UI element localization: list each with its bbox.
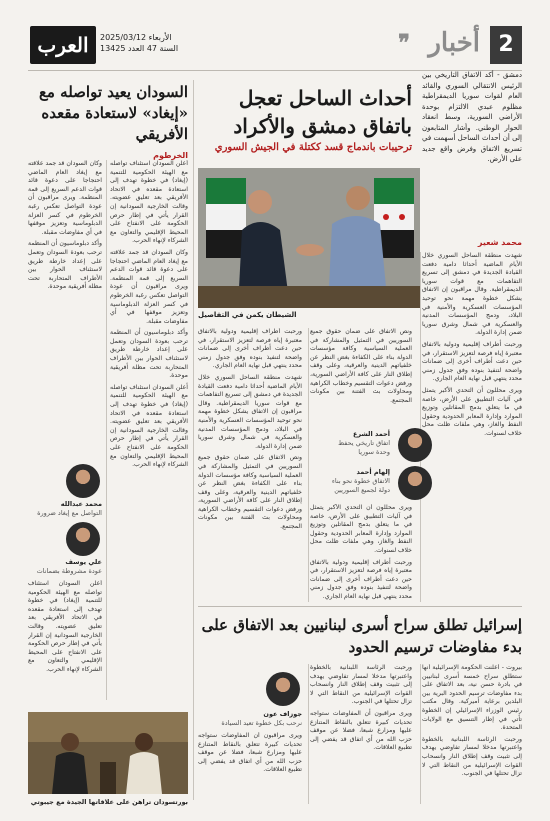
person-portrait bbox=[66, 464, 100, 498]
column-divider bbox=[308, 328, 309, 602]
paragraph: ويرى مراقبون أن المفاوضات ستواجه تحديات كبيرة تتعلق بالنقاط المتنازع عليها ومزارع شبعا، فضلا عن موقف حزب الله من أي اتفاق قد يفضي إلى تطبيع العلاقات. bbox=[310, 709, 412, 752]
section-name: أخبار bbox=[428, 28, 480, 58]
paragraph: ورحبت الرئاسة اللبنانية بالخطوة واعتبرتها مدخلا لمسار تفاوضي يهدف إلى تثبيت وقف إطلاق النار وانسحاب القوات الإسرائيلية من النقاط التي لا تزال تحتلها في الجنوب. bbox=[422, 735, 522, 778]
person-portrait bbox=[398, 428, 432, 462]
main-subheadline: ترحيبات باندماج قسد ككتلة في الجيش السوري bbox=[214, 142, 412, 153]
newspaper-logo: العرب bbox=[30, 26, 96, 64]
main-body-col-1 bbox=[422, 252, 522, 602]
section-number: 2 bbox=[490, 26, 522, 64]
main-headline: أحداث الساحل تعجل باتفاق دمشق والأكراد bbox=[233, 86, 412, 138]
date-line: الأربعاء 2025/03/12 bbox=[100, 33, 172, 42]
column-divider bbox=[308, 664, 309, 804]
person-caption: أحمد الشرع اتفاق تاريخي يحفظ وحدة سوريا bbox=[338, 430, 390, 456]
person-portrait bbox=[266, 672, 300, 706]
paragraph: أعلن السودان استئناف تواصله مع الهيئة الحكومية للتنمية (إيغاد) في خطوة تهدف إلى استعادة مقعده في الاتحاد الأفريقي بعد تعليق عضويته. وقالت الخارجية السودانية إن القرار يأتي في إطار حرص الحكومة على الانفتاح على المحيط الإقليمي والتعاون مع الشركاء لإنهاء الحرب. bbox=[28, 580, 102, 673]
paragraph: شهدت منطقة الساحل السوري خلال الأيام الماضية أحداثا دامية دفعت القيادة الجديدة في دمشق إلى تسريع التفاهمات مع قوات سوريا الديمقراطية. وقال مراقبون إن الاتفاق يشكل خطوة مهمة نحو توحيد المؤسسات العسكرية والأمنية في البلاد، ودمج المؤسسات المدنية والعسكرية في شمال وشرق سوريا ضمن إدارة الدولة. bbox=[422, 252, 522, 337]
column-divider bbox=[193, 80, 194, 800]
paragraph: ورحبت أطراف إقليمية ودولية بالاتفاق معتبرة إياه فرصة لتعزيز الاستقرار، في حين دعت أطراف أخرى إلى ضمانات واضحة لتنفيذ بنوده وفق جدول زمني محدد ينتهي قبل نهاية العام الجاري. bbox=[422, 340, 522, 383]
main-body-col-2b bbox=[310, 504, 412, 602]
lede-text: دمشق - أكد الاتفاق التاريخي بين الرئيس الانتقالي السوري والقائد العام لقوات سوريا الديمقراطية مظلوم عبدي الالتزام بوحدة الأراضي السورية، وسط انعقاد الحوار الوطني. وأشار المتابعون إلى أن أحداث الساحل أسهمت في تسريع الاتفاق وفرض واقع جديد على الأرض. bbox=[422, 71, 522, 163]
left-body-col-1 bbox=[110, 160, 188, 700]
paragraph: أعلن السودان استئناف تواصله مع الهيئة الحكومية للتنمية (إيغاد) في خطوة تهدف إلى استعادة مقعده في الاتحاد الأفريقي بعد تعليق عضويته. وقالت الخارجية السودانية إن القرار يأتي في إطار حرص الحكومة على الانفتاح على المحيط الإقليمي والتعاون مع الشركاء لإنهاء الحرب. bbox=[110, 383, 188, 469]
paragraph: وكان السودان قد جمد علاقته مع إيغاد العام الماضي احتجاجا على دعوة قائد قوات الدعم السريع إلى قمة المنظمة. ويرى مراقبون أن عودة التواصل تعكس رغبة الخرطوم في كسر العزلة الدبلوماسية وتعزيز موقفها في أي مفاوضات مقبلة. bbox=[28, 160, 102, 236]
left-story bbox=[28, 82, 188, 160]
photo-caption: الشيطان يكمن في التفاصيل bbox=[198, 311, 297, 319]
quote-icon: ❞ bbox=[398, 30, 410, 56]
paragraph: ويرى محللون أن التحدي الأكبر يتمثل في آليات التطبيق على الأرض، خاصة في ما يتعلق بدمج المقاتلين وتوزيع الموارد وإدارة المعابر الحدودية وحقول النفط والغاز، وهي ملفات ظلت محل خلاف لسنوات. bbox=[422, 386, 522, 437]
left-body-col-2 bbox=[28, 160, 102, 460]
person-caption: جوزاف عون نرحب بكل خطوة تعيد السيادة bbox=[221, 710, 302, 727]
author-name: محمد شعير bbox=[477, 238, 522, 247]
bottom-left-photo bbox=[28, 712, 188, 794]
bottom-body-col-2 bbox=[310, 664, 412, 804]
main-body-col-2 bbox=[310, 328, 412, 420]
person-caption: إلهام أحمد الاتفاق خطوة نحو بناء دولة لجميع السوريين bbox=[331, 468, 390, 494]
paragraph: ونص الاتفاق على ضمان حقوق جميع السوريين في التمثيل والمشاركة في العملية السياسية وكافة مؤسسات الدولة بناء على الكفاءة بغض النظر عن خلفياتهم الدينية والعرقية، وعلى وقف إطلاق النار على كافة الأراضي السورية، ورفض دعوات التقسيم وخطاب الكراهية ومحاولات بث الفتنة بين مكونات المجتمع. bbox=[310, 328, 412, 404]
paragraph: أعلن السودان استئناف تواصله مع الهيئة الحكومية للتنمية (إيغاد) في خطوة تهدف إلى استعادة مقعده في الاتحاد الأفريقي بعد تعليق عضويته. وقالت الخارجية السودانية إن القرار يأتي في إطار حرص الحكومة على الانفتاح على المحيط الإقليمي والتعاون مع الشركاء لإنهاء الحرب. bbox=[110, 160, 188, 245]
bottom-headline: إسرائيل تطلق سراح أسرى لبنانيين بعد الاتفاق على بدء مفاوضات ترسيم الحدود bbox=[201, 616, 522, 656]
main-photo bbox=[198, 168, 420, 308]
paragraph: ورحبت أطراف إقليمية ودولية بالاتفاق معتبرة إياه فرصة لتعزيز الاستقرار، في حين دعت أطراف أخرى إلى ضمانات واضحة لتنفيذ بنوده وفق جدول زمني محدد ينتهي قبل نهاية العام الجاري. bbox=[198, 328, 302, 370]
left-body-col-2b bbox=[28, 580, 102, 704]
paragraph: ونص الاتفاق على ضمان حقوق جميع السوريين في التمثيل والمشاركة في العملية السياسية وكافة مؤسسات الدولة بناء على الكفاءة بغض النظر عن خلفياتهم الدينية والعرقية، وعلى وقف إطلاق النار على كافة الأراضي السورية، ورفض دعوات التقسيم وخطاب الكراهية ومحاولات بث الفتنة بين مكونات المجتمع. bbox=[198, 454, 302, 531]
paragraph: ويرى مراقبون أن المفاوضات ستواجه تحديات كبيرة تتعلق بالنقاط المتنازع عليها ومزارع شبعا، فضلا عن موقف حزب الله من أي اتفاق قد يفضي إلى تطبيع العلاقات. bbox=[198, 732, 302, 774]
paragraph: ورحبت الرئاسة اللبنانية بالخطوة واعتبرتها مدخلا لمسار تفاوضي يهدف إلى تثبيت وقف إطلاق النار وانسحاب القوات الإسرائيلية من النقاط التي لا تزال تحتلها في الجنوب. bbox=[310, 664, 412, 706]
bottom-divider bbox=[198, 606, 522, 607]
left-headline: السودان يعيد تواصله مع «إيغاد» لاستعادة مقعده الأفريقي bbox=[38, 83, 188, 143]
bottom-photo-caption: بورتسودان تراهن على علاقاتها الجيدة مع جيبوتي bbox=[30, 798, 188, 806]
paragraph: شهدت منطقة الساحل السوري خلال الأيام الماضية أحداثا دامية دفعت القيادة الجديدة في دمشق إلى تسريع التفاهمات مع قوات سوريا الديمقراطية. وقال مراقبون إن الاتفاق يشكل خطوة مهمة نحو توحيد المؤسسات العسكرية والأمنية في البلاد، ودمج المؤسسات المدنية والعسكرية في شمال وشرق سوريا ضمن إدارة الدولة. bbox=[198, 373, 302, 450]
bottom-body-col-1 bbox=[422, 664, 522, 804]
main-body-col-3 bbox=[198, 328, 302, 602]
paragraph: ويرى محللون أن التحدي الأكبر يتمثل في آليات التطبيق على الأرض، خاصة في ما يتعلق بدمج المقاتلين وتوزيع الموارد وإدارة المعابر الحدودية وحقول النفط والغاز، وهي ملفات ظلت محل خلاف لسنوات. bbox=[310, 504, 412, 554]
person-portrait bbox=[398, 466, 432, 500]
column-divider bbox=[420, 664, 421, 804]
bottom-body-col-3 bbox=[198, 732, 302, 804]
person-caption: علي يوسف عودة مشروطة بضمانات bbox=[36, 558, 102, 575]
paragraph: وأكد دبلوماسيون أن المنظمة ترحب بعودة السودان وتعمل على إعداد خارطة طريق لاستئناف الحوار بين الأطراف المتحاربة تحت مظلة أفريقية موحدة. bbox=[28, 240, 102, 291]
paragraph: وأكد دبلوماسيون أن المنظمة ترحب بعودة السودان وتعمل على إعداد خارطة طريق لاستئناف الحوار بين الأطراف المتحاربة تحت مظلة أفريقية موحدة. bbox=[110, 329, 188, 380]
column-divider bbox=[420, 252, 421, 602]
paragraph: بيروت - أعلنت الحكومة الإسرائيلية أنها ستطلق سراح خمسة أسرى لبنانيين في بادرة حسن نية، بعد الاتفاق على بدء مفاوضات ترسيم الحدود البرية بين البلدين برعاية أميركية. وقال مكتب رئيس الوزراء الإسرائيلي إن الخطوة تأتي في إطار التنسيق مع الولايات المتحدة. bbox=[422, 664, 522, 732]
paragraph: ورحبت أطراف إقليمية ودولية بالاتفاق معتبرة إياه فرصة لتعزيز الاستقرار، في حين دعت أطراف أخرى إلى ضمانات واضحة لتنفيذ بنوده وفق جدول زمني محدد ينتهي قبل نهاية العام الجاري. bbox=[310, 558, 412, 600]
person-portrait bbox=[66, 522, 100, 556]
person-caption: محمد عبدالله التواصل مع إيغاد ضرورة bbox=[37, 500, 102, 517]
issue-info bbox=[100, 32, 178, 54]
main-story-lede bbox=[422, 70, 522, 165]
left-kicker: الخرطوم bbox=[153, 151, 188, 160]
paragraph: وكان السودان قد جمد علاقته مع إيغاد العام الماضي احتجاجا على دعوة قائد قوات الدعم السريع إلى قمة المنظمة. ويرى مراقبون أن عودة التواصل تعكس رغبة الخرطوم في كسر العزلة الدبلوماسية وتعزيز موقفها في أي مفاوضات مقبلة. bbox=[110, 248, 188, 325]
issue-line: السنة 47 العدد 13425 bbox=[100, 44, 179, 53]
column-divider bbox=[106, 160, 107, 700]
page-header bbox=[28, 26, 522, 66]
